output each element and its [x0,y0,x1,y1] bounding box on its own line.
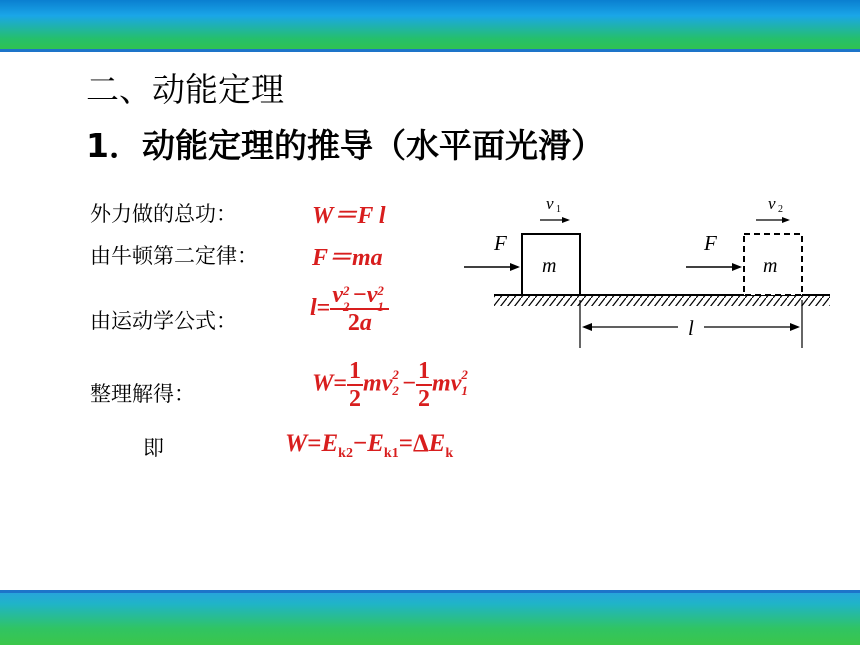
kinematics-label: 由运动学公式： [90,309,237,333]
ground-hatching [494,296,830,306]
namely-label: 即 [143,436,164,460]
top-banner-line [0,49,860,52]
mass-label-final: m [763,255,778,277]
subsection-heading: 1．动能定理的推导（水平面光滑） [86,126,604,165]
work-label: 外力做的总功： [90,202,237,226]
top-banner [0,0,860,52]
velocity-label-final: v [768,194,776,213]
velocity-sub-final: 2 [778,204,783,215]
section-heading: 二、动能定理 [86,70,284,109]
kinetic-work-equation: W= $\frac{1}{2}$ mv 2 2 − $\frac{1}{2}$ mv 2 1 [312,358,468,412]
motion-diagram [458,190,838,350]
force-label-initial: F [494,231,507,255]
newton-label: 由牛顿第二定律： [90,244,258,268]
velocity-arrowhead-initial [562,217,570,223]
velocity-arrowhead-final [782,217,790,223]
newton-equation: F＝ma [312,245,383,271]
force-label-final: F [704,231,717,255]
theorem-equation: $W=E_{k2}-E_{k1}=\Delta E_k$ [285,430,454,461]
force-arrowhead-final [732,263,742,271]
velocity-label-initial: v [546,194,554,213]
kinematics-equation: l= v 2 2 −v 2 1 2a [310,282,389,336]
bottom-banner-line [0,590,860,593]
displacement-label: l [688,316,694,340]
simplify-label: 整理解得： [90,382,195,406]
mass-label-initial: m [542,255,557,277]
work-equation: W＝F l [312,203,386,229]
displacement-arrowhead-right [790,323,800,331]
force-arrowhead-initial [510,263,520,271]
velocity-sub-initial: 1 [556,204,561,215]
bottom-banner [0,590,860,645]
displacement-arrowhead-left [582,323,592,331]
